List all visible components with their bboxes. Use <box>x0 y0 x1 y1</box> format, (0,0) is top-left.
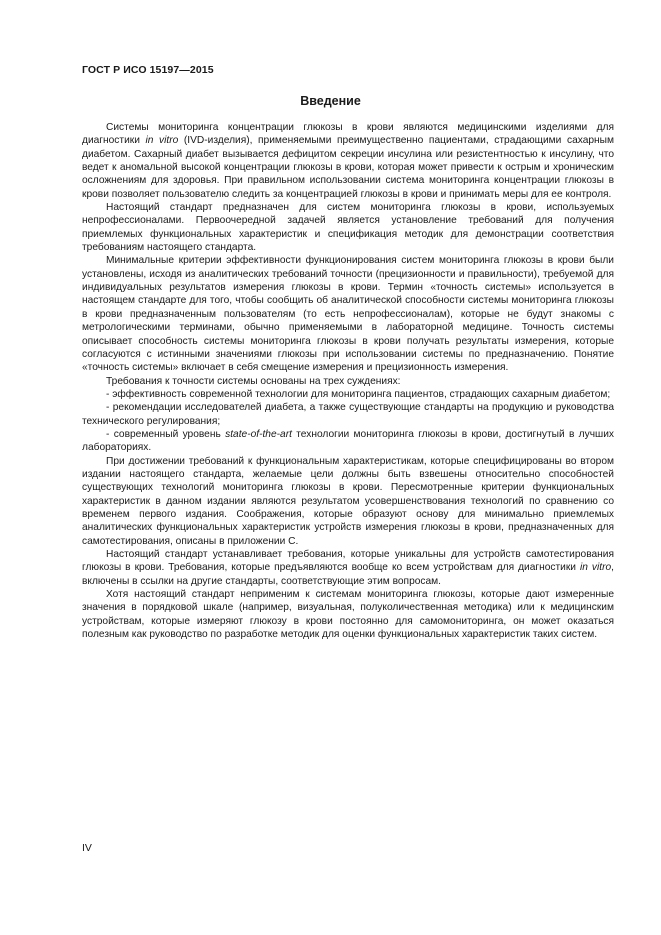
paragraph-text: Настоящий стандарт устанавливает требования, которые уникальны для устройств самотестирования глюкозы в крови. Требования, которые предъявляются вообще ко всем устройствам для диагностики <box>82 549 614 574</box>
paragraph <box>82 254 614 374</box>
list-item <box>82 388 614 401</box>
page-number: IV <box>82 842 92 854</box>
paragraph-text: Системы мониторинга концентрации глюкозы в крови являются медицинскими изделиями для диагностики <box>82 122 614 147</box>
paragraph <box>82 455 614 548</box>
paragraph-italic: in vitro <box>145 135 179 147</box>
paragraph <box>82 121 614 201</box>
paragraph <box>82 201 614 254</box>
paragraph-italic: in vitro <box>579 562 612 574</box>
paragraph-text: (IVD-изделия), применяемыми преимущественно пациентами, страдающими сахарным диабетом. Сахарный диабет вызывается дефицитом секреции инсулина или резистентностью к инсулину, что ведет к аномальной высокой концентрации глюкозы в крови, которая может привести к острым и хроническим осложнениям для здоровья. При правильном использовании система мониторинга концентрации глюкозы в крови позволяет пользователю следить за концентрацией глюкозы в крови и принимать меры для ее контроля. <box>82 135 614 200</box>
paragraph <box>82 548 614 588</box>
paragraph <box>82 375 614 388</box>
list-item-text: - рекомендации исследователей диабета, а также существующие стандарты на продукцию и руководства технического регулирования; <box>82 402 614 427</box>
list-item-text: - эффективность современной технологии для мониторинга пациентов, страдающих сахарным диабетом; <box>106 388 611 400</box>
paragraph <box>82 588 614 641</box>
section-title: Введение <box>300 94 361 108</box>
paragraph-text: , включены в ссылки на другие стандарты, соответствующие этим вопросам. <box>82 562 614 587</box>
paragraph-text: Настоящий стандарт предназначен для систем мониторинга глюкозы в крови, используемых непрофессионалами. Первоочередной задачей является установление требований для получения приемлемых функциональных характеристик и спецификация методик для демонстрации соответствия требованиям настоящего стандарта. <box>82 202 614 254</box>
paragraph-text: Минимальные критерии эффективности функционирования систем мониторинга глюкозы в крови были установлены, исходя из аналитических требований точности (прецизионности и правильности), требуемой для индивидуальных результатов измерения глюкозы в крови. Термин «точность системы» используется в настоящем стандарте для того, чтобы сообщить об аналитической способности системы мониторинга глюкозы в крови предназначенным пользователям (то есть непрофессионалам), которые не будут знакомы с метрологическими терминами, обычно применяемыми в лабораторной медицине. Точность системы описывает способность системы мониторинга глюкозы в крови получать результаты измерения, которые согласуются с истинными значениями глюкозы при использовании системы по предназначению. Понятие «точность системы» включает в себя смещение измерения и прецизионность измерения. <box>82 255 614 374</box>
list-item-text: технологии мониторинга глюкозы в крови, достигнутый в лучших лабораториях. <box>82 428 614 454</box>
body-text <box>82 121 614 641</box>
list-item-text: - современный уровень <box>106 428 226 440</box>
document-header: ГОСТ Р ИСО 15197—2015 <box>82 64 214 76</box>
paragraph-text: Требования к точности системы основаны на трех суждениях: <box>106 375 401 387</box>
list-item <box>82 428 614 455</box>
list-item-italic: state-of-the-art <box>225 428 292 440</box>
paragraph-text: Хотя настоящий стандарт неприменим к системам мониторинга глюкозы, которые дают измеренные значения в порядковой шкале (например, визуальная, полуколичественная методика) или к медицинским устройствам, которые измеряют глюкозу в крови постоянно для самомониторинга, он может оказаться полезным как руководство по разработке методик для оценки функциональных характеристик таких систем. <box>82 589 614 641</box>
list-item <box>82 401 614 428</box>
paragraph-text: При достижении требований к функциональным характеристикам, которые специфицированы во втором издании настоящего стандарта, желаемые цели должны быть взвешены относительно способностей существующих технологий мониторинга глюкозы в крови. Пересмотренные критерии функциональных характеристик в данном издании являются результатом усовершенствования технологий по сравнению со временем первого издания. Соображения, которые образуют основу для минимально приемлемых аналитических функциональных характеристик устройств измерения глюкозы в крови, предназначенных для самотестирования, описаны в приложении С. <box>82 455 614 547</box>
